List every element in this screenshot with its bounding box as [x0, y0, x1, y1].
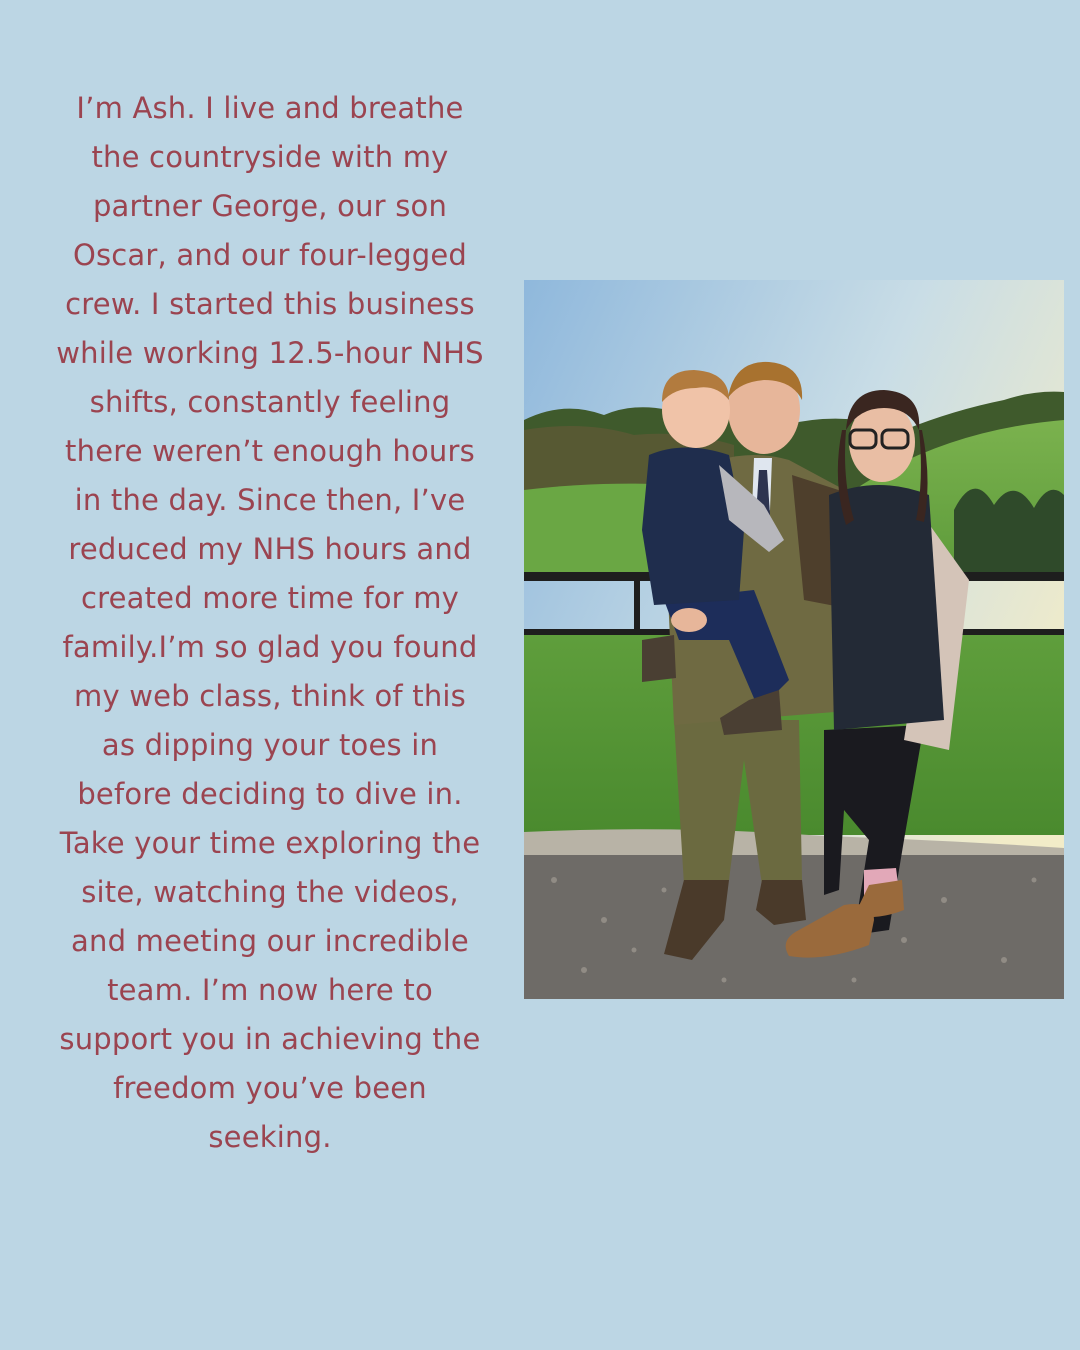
- bio-paragraph-invite: Take your time exploring the site, watching the videos, and meeting our incredible team. I’m now here to support you in achieving the freedom you’ve been seeking.: [59, 826, 481, 1154]
- bio-paragraph-intro: I’m Ash. I live and breathe the countryside with my partner George, our son Oscar, and our four-legged crew. I started this business while working 12.5-hour NHS shifts, constantly feeling there weren’t enough hours in the day. Since then, I’ve reduced my NHS hours and created more time for my family.I’m so glad you found my web class, think of this as dipping your toes in before deciding to dive in.: [56, 91, 484, 811]
- family-photo-illustration: [524, 280, 1064, 999]
- bio-text-block: [55, 84, 485, 1162]
- family-photo: [524, 280, 1064, 999]
